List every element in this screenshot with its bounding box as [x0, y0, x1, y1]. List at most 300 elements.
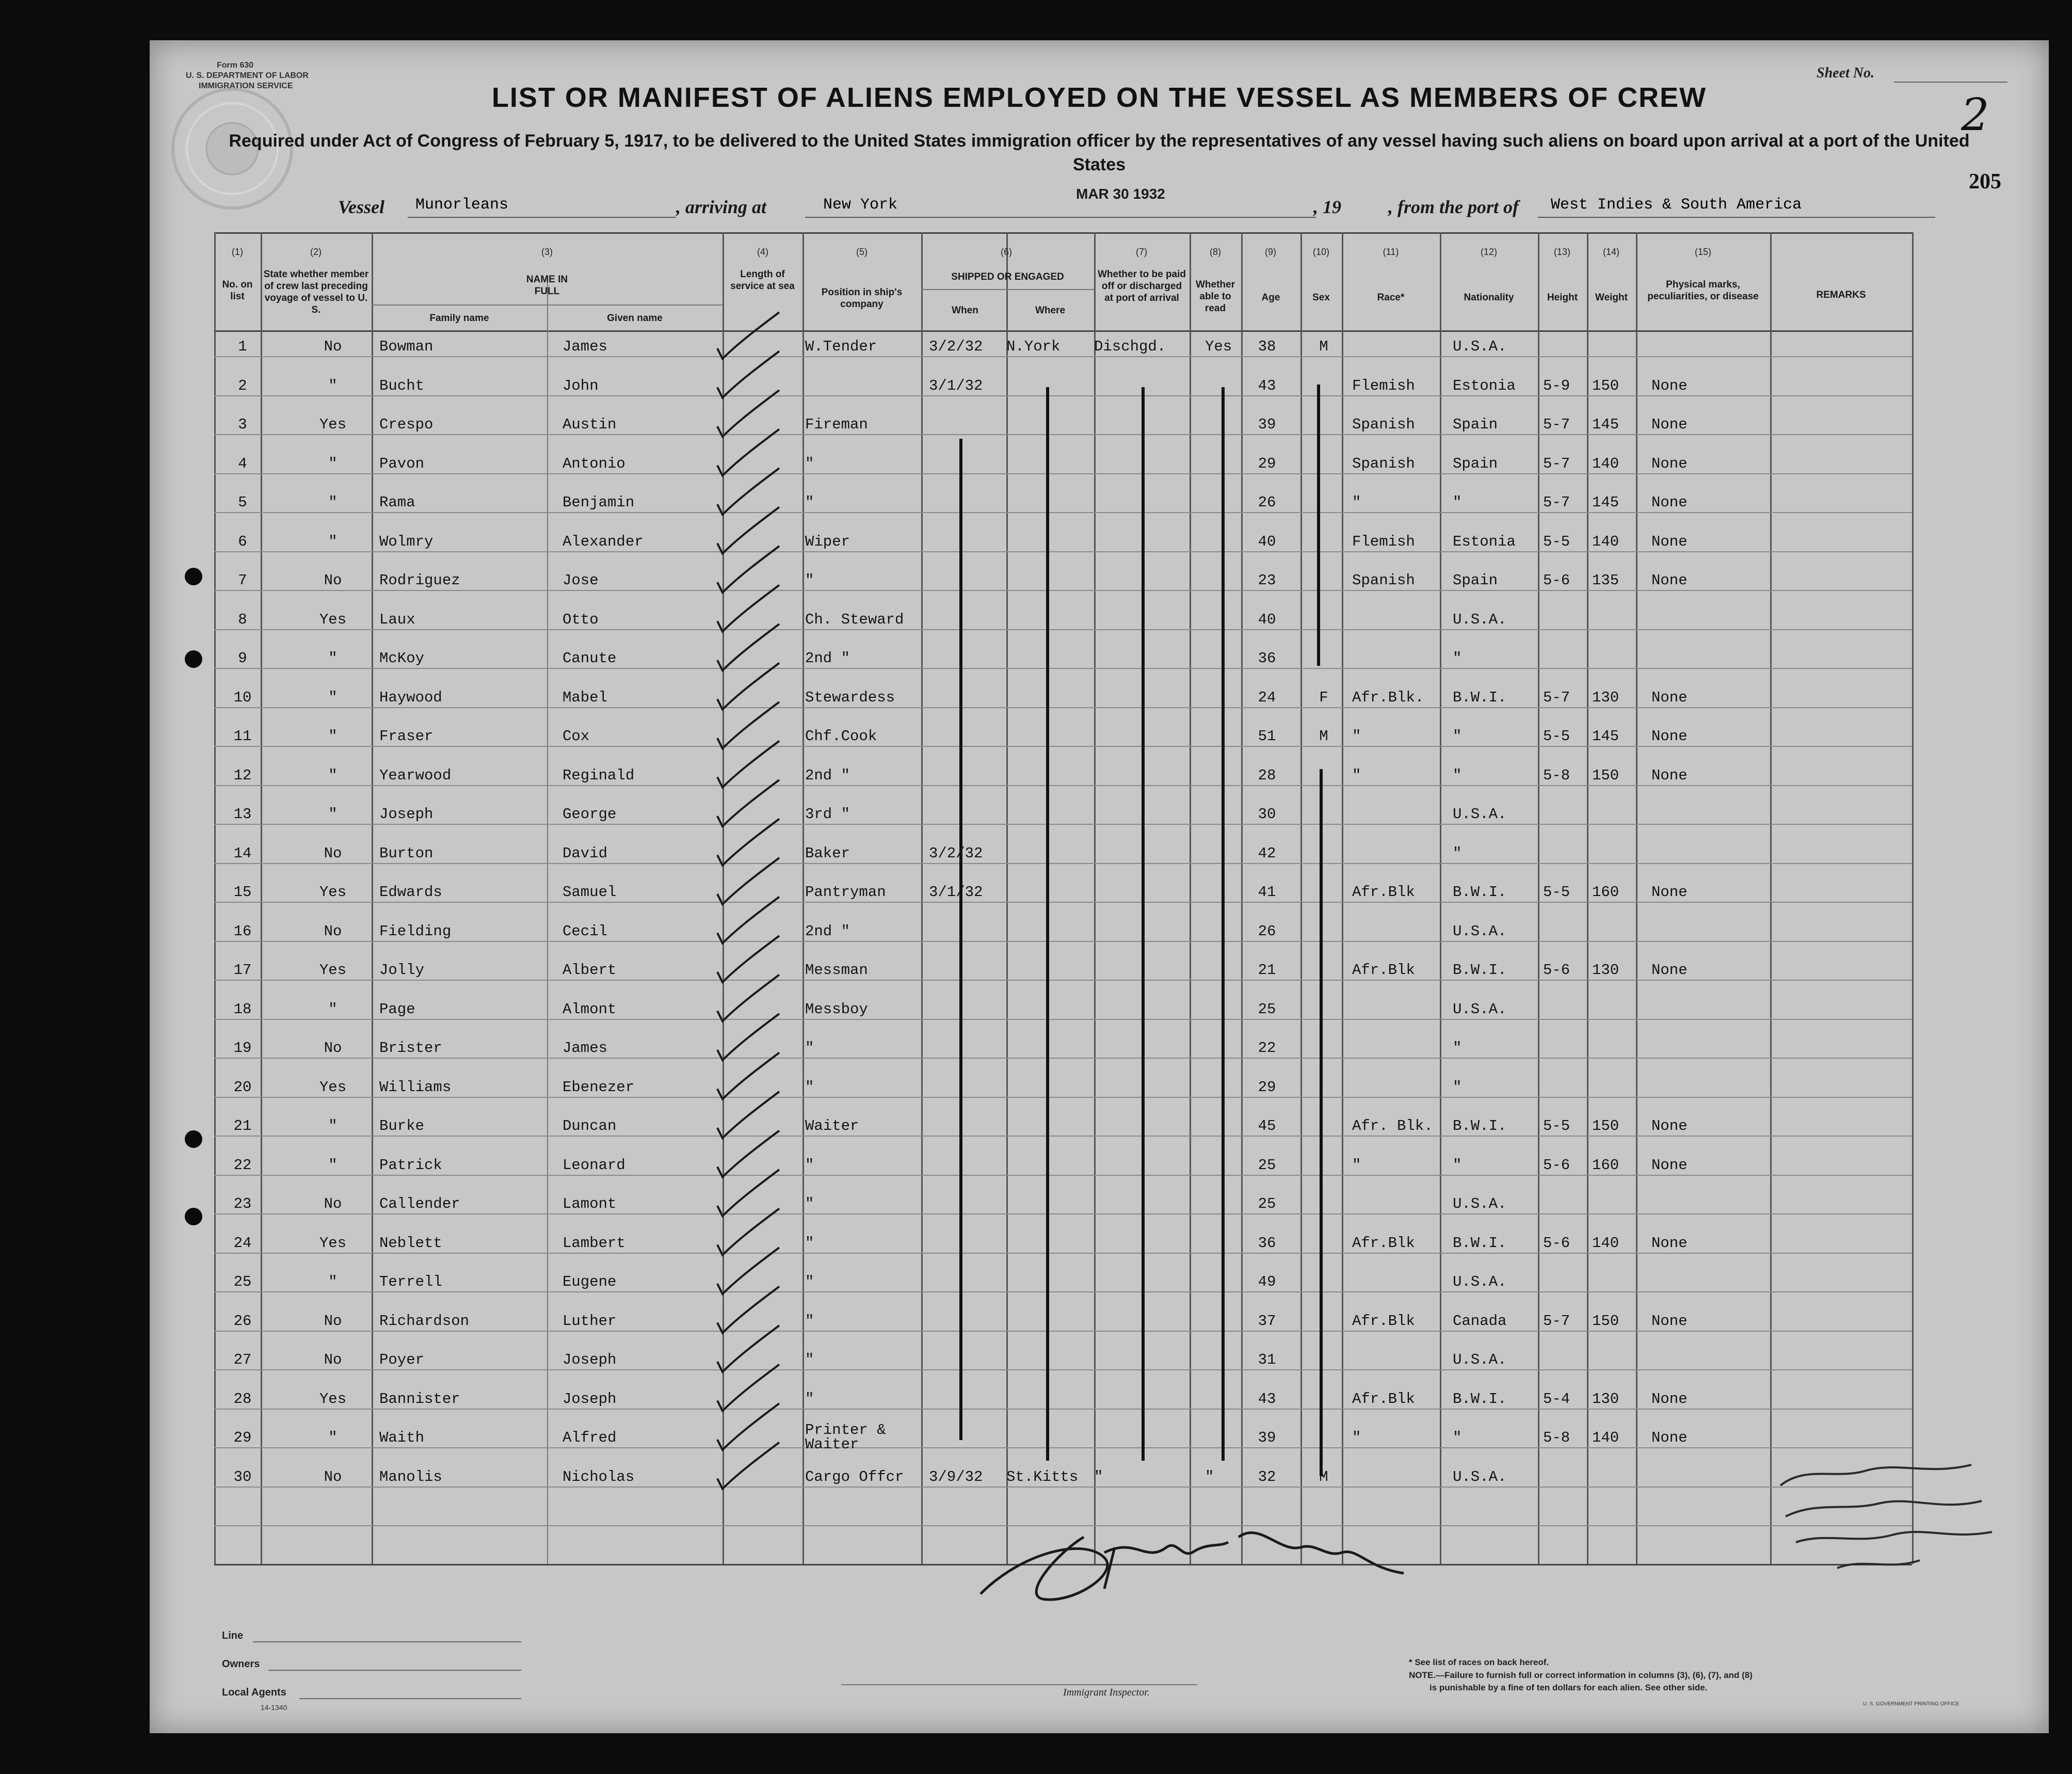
family-name: Manolis: [379, 1468, 442, 1485]
checkmark-icon: [717, 351, 779, 398]
header-col6-when: When: [952, 305, 978, 316]
printing-office: U. S. GOVERNMENT PRINTING OFFICE: [1863, 1701, 1959, 1707]
age: 29: [1258, 1078, 1276, 1096]
position: ": [805, 1273, 814, 1290]
paid-off: Dischgd.: [1094, 338, 1166, 355]
row-number: 27: [233, 1351, 252, 1368]
nationality: U.S.A.: [1453, 1000, 1507, 1018]
race: Afr.Blk: [1352, 884, 1415, 901]
position: ": [805, 1390, 814, 1408]
checkmark-icon: [717, 780, 779, 826]
height: 5-7: [1543, 689, 1570, 706]
weight: 135: [1592, 572, 1619, 589]
inspector-label: Immigrant Inspector.: [1063, 1687, 1150, 1698]
checkmark-icon: [717, 1325, 779, 1372]
height: 5-6: [1543, 1156, 1570, 1174]
family-name: Callender: [379, 1195, 460, 1212]
given-name: Austin: [563, 416, 617, 433]
nationality: Spain: [1453, 455, 1498, 472]
given-name: James: [563, 1040, 608, 1057]
sex: M: [1319, 1468, 1328, 1485]
family-name: Burton: [379, 844, 433, 862]
row-number: 11: [233, 728, 252, 745]
weight: 140: [1592, 1234, 1619, 1252]
height: 5-7: [1543, 416, 1570, 433]
position: ": [805, 1156, 814, 1174]
age: 21: [1258, 962, 1276, 979]
given-name: Joseph: [563, 1390, 617, 1408]
race: Spanish: [1352, 416, 1415, 433]
physical-marks: None: [1651, 377, 1688, 394]
age: 26: [1258, 494, 1276, 511]
height: 5-5: [1543, 728, 1570, 745]
nationality: U.S.A.: [1453, 611, 1507, 628]
given-name: John: [563, 377, 599, 394]
nationality: Canada: [1453, 1312, 1507, 1330]
family-name: Edwards: [379, 884, 442, 901]
race: Flemish: [1352, 377, 1415, 394]
given-name: Samuel: [563, 884, 617, 901]
age: 39: [1258, 416, 1276, 433]
footer-line-label: Line: [222, 1630, 244, 1641]
nationality: U.S.A.: [1453, 1195, 1507, 1212]
row-number: 5: [238, 494, 247, 511]
height: 5-9: [1543, 377, 1570, 394]
physical-marks: None: [1651, 1117, 1688, 1134]
position: 3rd ": [805, 806, 850, 823]
given-name: Jose: [563, 572, 599, 589]
row-number: 2: [238, 377, 247, 394]
age: 26: [1258, 922, 1276, 940]
position: Messman: [805, 962, 868, 979]
column-number: (15): [1694, 247, 1711, 257]
header-col6-where: Where: [1035, 305, 1066, 316]
age: 25: [1258, 1000, 1276, 1018]
prev-voyage: No: [324, 844, 342, 862]
given-name: Canute: [563, 650, 617, 667]
prev-voyage: ": [328, 806, 338, 823]
header-col3-family: Family name: [429, 313, 489, 324]
year-prefix: , 19: [1313, 197, 1341, 217]
age: 41: [1258, 884, 1276, 901]
height: 5-5: [1543, 884, 1570, 901]
shipped-when: 3/2/32: [929, 338, 983, 355]
nationality: B.W.I.: [1453, 1117, 1507, 1134]
row-number: 7: [238, 572, 247, 589]
position: ": [805, 455, 814, 472]
family-name: Patrick: [379, 1156, 442, 1174]
row-number: 28: [233, 1390, 252, 1408]
given-name: Otto: [563, 611, 599, 628]
checkmark-icon: [717, 975, 779, 1021]
given-name: Eugene: [563, 1273, 617, 1290]
checkmark-icon: [717, 1403, 779, 1450]
column-number: (1): [232, 247, 243, 257]
position: ": [805, 1078, 814, 1096]
given-name: Ebenezer: [563, 1078, 635, 1096]
nationality: B.W.I.: [1453, 962, 1507, 979]
row-number: 6: [238, 533, 247, 550]
column-number: (4): [757, 247, 768, 257]
position: 2nd ": [805, 766, 850, 784]
position: Ch. Steward: [805, 611, 904, 628]
service-checkmarks: [150, 40, 2049, 1733]
row-number: 14: [233, 844, 252, 862]
nationality: U.S.A.: [1453, 1351, 1507, 1368]
checkmark-icon: [717, 663, 779, 710]
weight: 130: [1592, 1390, 1619, 1408]
position: Pantryman: [805, 884, 886, 901]
prev-voyage: No: [324, 1351, 342, 1368]
note-races: * See list of races on back hereof.: [1409, 1657, 1549, 1667]
nationality: U.S.A.: [1453, 1273, 1507, 1290]
checkmark-icon: [717, 429, 779, 476]
weight: 150: [1592, 1117, 1619, 1134]
age: 36: [1258, 1234, 1276, 1252]
position: ": [805, 494, 814, 511]
race: Afr.Blk: [1352, 1234, 1415, 1252]
header-remarks: REMARKS: [1816, 290, 1866, 300]
prev-voyage: ": [328, 650, 338, 667]
nationality: ": [1453, 1156, 1462, 1174]
age: 40: [1258, 611, 1276, 628]
height: 5-7: [1543, 1312, 1570, 1330]
agency-line-1: Form 630: [217, 61, 254, 70]
position: Chf.Cook: [805, 728, 877, 745]
row-number: 16: [233, 922, 252, 940]
physical-marks: None: [1651, 1156, 1688, 1174]
column-number: (3): [541, 247, 553, 257]
row-number: 4: [238, 455, 247, 472]
age: 28: [1258, 766, 1276, 784]
race: Flemish: [1352, 533, 1415, 550]
shipped-where: St.Kitts: [1006, 1468, 1079, 1485]
header-col6: SHIPPED OR ENGAGED: [951, 271, 1064, 282]
header-col7: Whether to be paid off or discharged at port of arrival: [1098, 269, 1186, 303]
position: Waiter: [805, 1117, 859, 1134]
given-name: Antonio: [563, 455, 625, 472]
nationality: ": [1453, 1040, 1462, 1057]
row-number: 8: [238, 611, 247, 628]
row-number: 9: [238, 650, 247, 667]
position: Fireman: [805, 416, 868, 433]
family-name: Neblett: [379, 1234, 442, 1252]
age: 43: [1258, 1390, 1276, 1408]
age: 39: [1258, 1429, 1276, 1446]
weight: 150: [1592, 377, 1619, 394]
prev-voyage: ": [328, 1429, 338, 1446]
checkmark-icon: [717, 741, 779, 788]
prev-voyage: Yes: [319, 1390, 347, 1408]
column-number: (13): [1553, 247, 1570, 257]
column-number: (5): [856, 247, 868, 257]
position: Wiper: [805, 533, 850, 550]
agency-line-3: IMMIGRATION SERVICE: [199, 82, 293, 90]
height: 5-5: [1543, 1117, 1570, 1134]
checkmark-icon: [717, 819, 779, 866]
arriving-port: New York: [823, 196, 898, 214]
family-name: Burke: [379, 1117, 425, 1134]
nationality: ": [1453, 766, 1462, 784]
row-number: 3: [238, 416, 247, 433]
prev-voyage: No: [324, 572, 342, 589]
punch-hole: [185, 650, 202, 668]
age: 37: [1258, 1312, 1276, 1330]
checkmark-icon: [717, 1131, 779, 1177]
footer-owners-label: Owners: [222, 1658, 260, 1670]
race: ": [1352, 494, 1361, 511]
given-name: David: [563, 844, 608, 862]
weight: 140: [1592, 1429, 1619, 1446]
checkmark-icon: [717, 1014, 779, 1060]
position: ": [805, 1312, 814, 1330]
prev-voyage: No: [324, 1195, 342, 1212]
given-name: Leonard: [563, 1156, 625, 1174]
checkmark-icon: [717, 585, 779, 632]
note-text-2: is punishable by a fine of ten dollars for each alien. See other side.: [1429, 1683, 1708, 1692]
header-col10: Sex: [1312, 292, 1330, 303]
date-stamp: MAR 30 1932: [1076, 186, 1165, 202]
family-name: Page: [379, 1000, 415, 1018]
family-name: Pavon: [379, 455, 425, 472]
physical-marks: None: [1651, 1312, 1688, 1330]
header-col4: Length of service at sea: [730, 269, 795, 292]
row-number: 25: [233, 1273, 252, 1290]
race: Afr.Blk: [1352, 1312, 1415, 1330]
column-number: (7): [1136, 247, 1147, 257]
checkmark-icon: [717, 624, 779, 670]
race: Afr.Blk: [1352, 962, 1415, 979]
age: 45: [1258, 1117, 1276, 1134]
row-number: 15: [233, 884, 252, 901]
family-name: Terrell: [379, 1273, 442, 1290]
punch-hole: [185, 1130, 202, 1148]
prev-voyage: Yes: [319, 416, 347, 433]
height: 5-8: [1543, 766, 1570, 784]
given-name: Luther: [563, 1312, 617, 1330]
height: 5-4: [1543, 1390, 1570, 1408]
sex: M: [1319, 338, 1328, 355]
nationality: ": [1453, 1429, 1462, 1446]
position: ": [805, 1195, 814, 1212]
nationality: Estonia: [1453, 533, 1516, 550]
checkmark-icon: [717, 390, 779, 437]
position: Printer & Waiter: [805, 1421, 886, 1453]
given-name: Alexander: [563, 533, 644, 550]
row-number: 30: [233, 1468, 252, 1485]
given-name: Cox: [563, 728, 590, 745]
age: 29: [1258, 455, 1276, 472]
sheet-label: Sheet No.: [1817, 65, 1874, 81]
age: 43: [1258, 377, 1276, 394]
age: 40: [1258, 533, 1276, 550]
shipped-when: 3/1/32: [929, 884, 983, 901]
manifest-sheet: [150, 40, 2049, 1733]
position: ": [805, 1234, 814, 1252]
checkmark-icon: [717, 1365, 779, 1411]
prev-voyage: Yes: [319, 962, 347, 979]
given-name: Reginald: [563, 766, 635, 784]
height: 5-8: [1543, 1429, 1570, 1446]
row-number: 26: [233, 1312, 252, 1330]
given-name: Duncan: [563, 1117, 617, 1134]
prev-voyage: Yes: [319, 611, 347, 628]
family-name: Wolmry: [379, 533, 433, 550]
checkmark-icon: [717, 507, 779, 554]
age: 31: [1258, 1351, 1276, 1368]
race: Afr. Blk.: [1352, 1117, 1433, 1134]
checkmark-icon: [717, 858, 779, 904]
agency-line-2: U. S. DEPARTMENT OF LABOR: [186, 71, 309, 80]
family-name: Rodriguez: [379, 572, 460, 589]
page-subtitle: Required under Act of Congress of February 5, 1917, to be delivered to the United States immigration officer by the representatives of any vessel having such aliens on board upon arrival at a port of the United States: [229, 131, 1970, 174]
footer-form-code: 14-1340: [261, 1703, 287, 1712]
prev-voyage: No: [324, 1468, 342, 1485]
row-number: 18: [233, 1000, 252, 1018]
nationality: Estonia: [1453, 377, 1516, 394]
height: 5-6: [1543, 962, 1570, 979]
row-number: 22: [233, 1156, 252, 1174]
from-port: West Indies & South America: [1551, 196, 1802, 214]
family-name: Haywood: [379, 689, 442, 706]
height: 5-6: [1543, 572, 1570, 589]
given-name: Alfred: [563, 1429, 617, 1446]
given-name: George: [563, 806, 617, 823]
prev-voyage: No: [324, 338, 342, 355]
checkmark-icon: [717, 546, 779, 593]
race: ": [1352, 728, 1361, 745]
column-number: (11): [1383, 247, 1399, 257]
physical-marks: None: [1651, 962, 1688, 979]
position: ": [805, 1351, 814, 1368]
race: Spanish: [1352, 572, 1415, 589]
height: 5-7: [1543, 455, 1570, 472]
family-name: Yearwood: [379, 766, 452, 784]
weight: 140: [1592, 533, 1619, 550]
nationality: U.S.A.: [1453, 806, 1507, 823]
prev-voyage: ": [328, 1273, 338, 1290]
family-name: Richardson: [379, 1312, 470, 1330]
nationality: ": [1453, 494, 1462, 511]
prev-voyage: ": [328, 533, 338, 550]
row-number: 24: [233, 1234, 252, 1252]
checkmark-icon: [717, 1170, 779, 1216]
age: 30: [1258, 806, 1276, 823]
family-name: Brister: [379, 1040, 442, 1057]
race: Afr.Blk.: [1352, 689, 1424, 706]
position: Stewardess: [805, 689, 895, 706]
age: 25: [1258, 1195, 1276, 1212]
nationality: B.W.I.: [1453, 1234, 1507, 1252]
weight: 130: [1592, 689, 1619, 706]
checkmark-icon: [717, 897, 779, 944]
physical-marks: None: [1651, 455, 1688, 472]
family-name: Poyer: [379, 1351, 425, 1368]
weight: 140: [1592, 455, 1619, 472]
race: ": [1352, 1429, 1361, 1446]
nationality: U.S.A.: [1453, 922, 1507, 940]
header-col13: Height: [1547, 292, 1578, 303]
checkmark-icon: [717, 1092, 779, 1138]
footer-agents-label: Local Agents: [222, 1687, 286, 1698]
shipped-where: N.York: [1006, 338, 1061, 355]
page-title: LIST OR MANIFEST OF ALIENS EMPLOYED ON THE VESSEL AS MEMBERS OF CREW: [491, 82, 1707, 113]
physical-marks: None: [1651, 884, 1688, 901]
nationality: B.W.I.: [1453, 884, 1507, 901]
nationality: Spain: [1453, 572, 1498, 589]
age: 24: [1258, 689, 1276, 706]
column-number: (8): [1210, 247, 1221, 257]
weight: 130: [1592, 962, 1619, 979]
position: Baker: [805, 844, 850, 862]
prev-voyage: ": [328, 766, 338, 784]
able-to-read: Yes: [1205, 338, 1232, 355]
weight: 150: [1592, 1312, 1619, 1330]
vessel-name: Munorleans: [415, 196, 509, 214]
physical-marks: None: [1651, 1429, 1688, 1446]
height: 5-7: [1543, 494, 1570, 511]
height: 5-6: [1543, 1234, 1570, 1252]
prev-voyage: ": [328, 728, 338, 745]
row-number: 19: [233, 1040, 252, 1057]
punch-hole: [185, 1208, 202, 1225]
from-label: , from the port of: [1388, 197, 1519, 217]
row-number: 10: [233, 689, 252, 706]
physical-marks: None: [1651, 416, 1688, 433]
age: 38: [1258, 338, 1276, 355]
shipped-when: 3/9/32: [929, 1468, 983, 1485]
prev-voyage: ": [328, 494, 338, 511]
given-name: Benjamin: [563, 494, 635, 511]
family-name: Fielding: [379, 922, 452, 940]
physical-marks: None: [1651, 533, 1688, 550]
position: Cargo Offcr: [805, 1468, 904, 1485]
prev-voyage: No: [324, 922, 342, 940]
checkmark-icon: [717, 468, 779, 515]
given-name: Lamont: [563, 1195, 617, 1212]
physical-marks: None: [1651, 572, 1688, 589]
given-name: James: [563, 338, 608, 355]
prev-voyage: ": [328, 1000, 338, 1018]
family-name: Rama: [379, 494, 415, 511]
family-name: Jolly: [379, 962, 425, 979]
weight: 150: [1592, 766, 1619, 784]
page-number: 205: [1969, 170, 2001, 194]
prev-voyage: ": [328, 1117, 338, 1134]
row-number: 21: [233, 1117, 252, 1134]
header-col3-given: Given name: [607, 313, 663, 324]
arriving-label: , arriving at: [676, 197, 767, 217]
family-name: Waith: [379, 1429, 425, 1446]
race: ": [1352, 1156, 1361, 1174]
race: ": [1352, 766, 1361, 784]
given-name: Mabel: [563, 689, 608, 706]
header-col1: No. on list: [222, 279, 253, 302]
family-name: Bannister: [379, 1390, 460, 1408]
position: 2nd ": [805, 650, 850, 667]
column-number: (9): [1265, 247, 1276, 257]
row-number: 1: [238, 338, 247, 355]
race: Afr.Blk: [1352, 1390, 1415, 1408]
column-number: (2): [310, 247, 322, 257]
prev-voyage: Yes: [319, 1078, 347, 1096]
sheet-number: 2: [1961, 89, 1989, 141]
weight: 145: [1592, 728, 1619, 745]
header-col2: State whether member of crew last preceding voyage of vessel to U. S.: [263, 269, 369, 315]
checkmark-icon: [717, 1053, 779, 1099]
nationality: ": [1453, 728, 1462, 745]
prev-voyage: Yes: [319, 884, 347, 901]
